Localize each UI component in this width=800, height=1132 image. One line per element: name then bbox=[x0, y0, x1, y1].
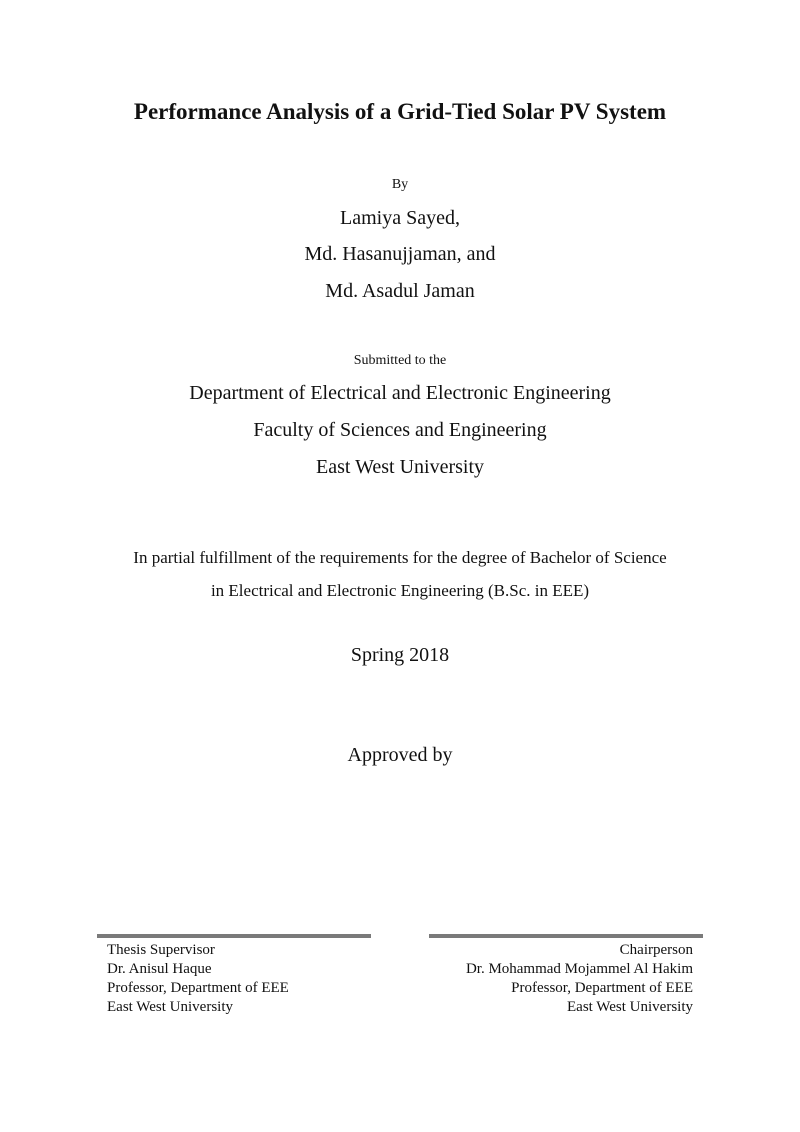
author-2: Md. Hasanujjaman, and bbox=[304, 243, 496, 265]
document-title: Performance Analysis of a Grid-Tied Solar PV System bbox=[133, 99, 667, 124]
supervisor-signature-line bbox=[97, 934, 371, 938]
university-name: East West University bbox=[316, 456, 484, 478]
chairperson-university: East West University bbox=[567, 999, 693, 1015]
requirement-line-2: in Electrical and Electronic Engineering (B.Sc. in EEE) bbox=[210, 581, 590, 600]
chairperson-role: Chairperson bbox=[619, 942, 693, 958]
by-label: By bbox=[391, 177, 409, 192]
submitted-label: Submitted to the bbox=[353, 353, 447, 368]
supervisor-university: East West University bbox=[107, 999, 233, 1015]
chairperson-signature-line bbox=[429, 934, 703, 938]
supervisor-position: Professor, Department of EEE bbox=[107, 980, 289, 996]
author-1: Lamiya Sayed, bbox=[340, 207, 460, 229]
faculty-name: Faculty of Sciences and Engineering bbox=[253, 419, 547, 441]
chairperson-signature-block bbox=[466, 941, 693, 1017]
chairperson-name: Dr. Mohammad Mojammel Al Hakim bbox=[465, 961, 693, 977]
supervisor-name: Dr. Anisul Haque bbox=[107, 961, 212, 977]
department-name: Department of Electrical and Electronic Engineering bbox=[189, 382, 611, 404]
requirement-line-1: In partial fulfillment of the requirements for the degree of Bachelor of Science bbox=[133, 548, 667, 567]
supervisor-role: Thesis Supervisor bbox=[107, 942, 215, 958]
supervisor-signature-block bbox=[107, 941, 289, 1017]
author-3: Md. Asadul Jaman bbox=[325, 280, 475, 302]
semester: Spring 2018 bbox=[350, 644, 450, 666]
approved-by-label: Approved by bbox=[347, 744, 453, 766]
chairperson-position: Professor, Department of EEE bbox=[511, 980, 693, 996]
